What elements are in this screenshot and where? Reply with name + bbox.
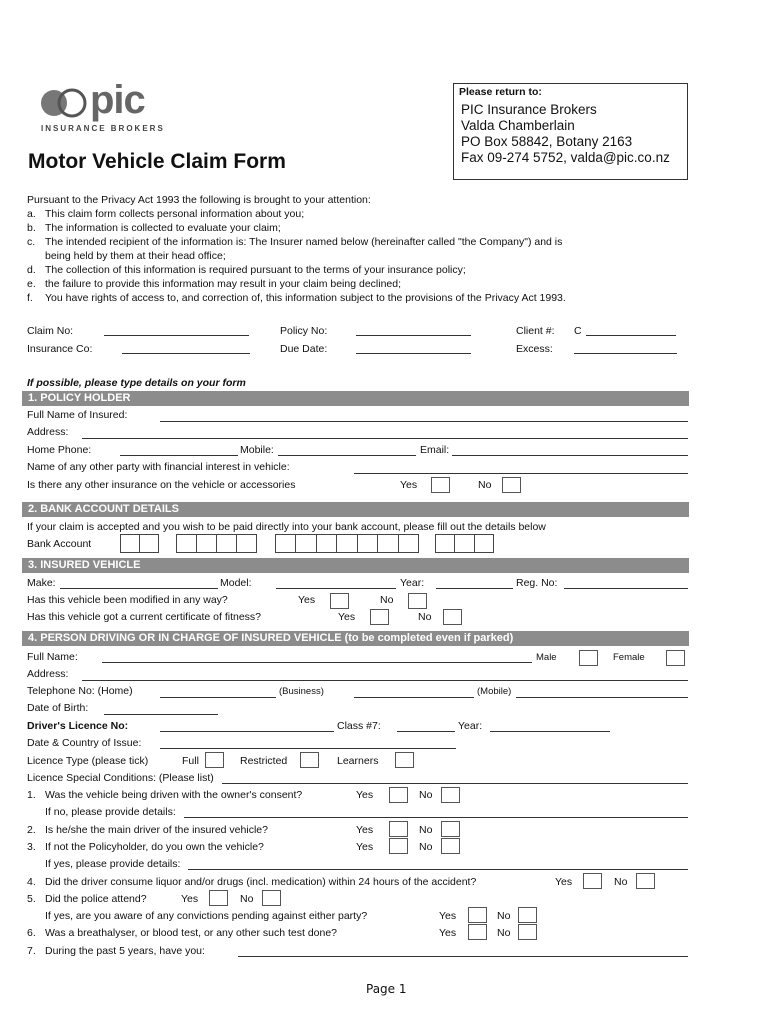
claim-no-label: Claim No: (27, 325, 74, 337)
dob-field[interactable] (104, 714, 218, 715)
privacy-item-label: c. (27, 236, 36, 248)
insurance-co-label: Insurance Co: (27, 343, 93, 355)
model-label: Model: (220, 577, 252, 589)
privacy-item-text: The information is collected to evaluate your claim; (45, 222, 281, 234)
special-conditions-label: Licence Special Conditions: (Please list) (27, 772, 214, 784)
no-label: No (380, 594, 394, 606)
q6-label: Was a breathalyser, or blood test, or any other such test done? (45, 927, 338, 939)
modified-no-checkbox[interactable] (408, 593, 427, 609)
driver-address-field[interactable] (82, 680, 688, 681)
no-label: No (419, 841, 433, 853)
make-field[interactable] (60, 588, 218, 589)
q2-no-checkbox[interactable] (441, 821, 460, 837)
yes-label: Yes (400, 479, 418, 491)
modified-label: Has this vehicle been modified in any way? (27, 594, 228, 606)
section-header-bank-account: 2. BANK ACCOUNT DETAILS (22, 502, 689, 517)
q2-yes-checkbox[interactable] (389, 821, 408, 837)
yes-label: Yes (555, 876, 573, 888)
pic-logo-rings-icon (38, 88, 92, 118)
modified-yes-checkbox[interactable] (330, 593, 349, 609)
privacy-item-label: a. (27, 208, 36, 220)
licence-type-label: Licence Type (please tick) (27, 755, 149, 767)
form-title: Motor Vehicle Claim Form (28, 150, 286, 173)
policy-no-label: Policy No: (280, 325, 328, 337)
make-label: Make: (27, 577, 56, 589)
due-date-field[interactable] (356, 353, 471, 354)
section-header-policy-holder: 1. POLICY HOLDER (22, 391, 689, 406)
other-party-field[interactable] (354, 473, 688, 474)
q2-label: Is he/she the main driver of the insured vehicle? (45, 824, 268, 836)
q1-details-field[interactable] (184, 817, 688, 818)
cof-no-checkbox[interactable] (443, 609, 462, 625)
no-label: No (497, 927, 511, 939)
other-insurance-label: Is there any other insurance on the vehicle or accessories (27, 479, 296, 491)
logo-wordmark: pic (90, 78, 145, 122)
q5-convictions-label: If yes, are you aware of any convictions pending against either party? (45, 910, 368, 922)
policy-no-field[interactable] (356, 335, 471, 336)
other-party-label: Name of any other party with financial interest in vehicle: (27, 461, 290, 473)
privacy-item-label: e. (27, 278, 36, 290)
female-label: Female (613, 652, 645, 663)
q5-yes-checkbox[interactable] (209, 890, 228, 906)
q7-label: During the past 5 years, have you: (45, 945, 205, 957)
tel-business-field[interactable] (354, 697, 474, 698)
bank-intro: If your claim is accepted and you wish to be paid directly into your bank account, please fill out the details below (27, 521, 546, 533)
due-date-label: Due Date: (280, 343, 328, 355)
other-insurance-yes-checkbox[interactable] (431, 477, 450, 493)
no-label: No (418, 611, 432, 623)
no-label: No (419, 824, 433, 836)
return-box (453, 83, 688, 180)
class-field[interactable] (397, 731, 455, 732)
q1-no-checkbox[interactable] (441, 787, 460, 803)
home-phone-field[interactable] (120, 455, 238, 456)
no-label: No (419, 789, 433, 801)
class-label: Class #7: (337, 720, 381, 732)
privacy-item-text: The collection of this information is required pursuant to the terms of your insurance policy; (45, 264, 466, 276)
mobile-field[interactable] (278, 455, 416, 456)
licence-year-field[interactable] (490, 731, 610, 732)
bank-account-label: Bank Account (27, 538, 92, 550)
year-field[interactable] (436, 588, 513, 589)
yes-label: Yes (439, 910, 457, 922)
yes-label: Yes (356, 841, 374, 853)
yes-label: Yes (338, 611, 356, 623)
section-header-driver: 4. PERSON DRIVING OR IN CHARGE OF INSURED VEHICLE (to be completed even if parked) (22, 631, 689, 646)
licence-no-label: Driver's Licence No: (27, 720, 129, 732)
q6-no-checkbox[interactable] (518, 924, 537, 940)
email-field[interactable] (452, 455, 688, 456)
q3-label: If not the Policyholder, do you own the vehicle? (45, 841, 264, 853)
excess-field[interactable] (574, 353, 677, 354)
licence-year-label: Year: (458, 720, 483, 732)
client-label: Client #: (516, 325, 555, 337)
no-label: No (614, 876, 628, 888)
yes-label: Yes (356, 789, 374, 801)
q3-details-field[interactable] (188, 869, 688, 870)
q3-details-label: If yes, please provide details: (45, 858, 181, 870)
tel-mobile-field[interactable] (516, 697, 688, 698)
driver-address-label: Address: (27, 668, 69, 680)
date-country-field[interactable] (160, 748, 456, 749)
logo-subtitle: INSURANCE BROKERS (41, 124, 165, 133)
address-label: Address: (27, 426, 69, 438)
privacy-item-text: being held by them at their head office; (45, 250, 226, 262)
home-phone-label: Home Phone: (27, 444, 92, 456)
date-country-label: Date & Country of Issue: (27, 737, 142, 749)
bank-account-grid[interactable] (120, 534, 500, 554)
tel-home-label: Telephone No: (Home) (27, 685, 133, 697)
restricted-licence-checkbox[interactable] (300, 752, 319, 768)
q4-yes-checkbox[interactable] (583, 873, 602, 889)
q6-yes-checkbox[interactable] (468, 924, 487, 940)
cof-label: Has this vehicle got a current certificate of fitness? (27, 611, 262, 623)
female-checkbox[interactable] (666, 650, 685, 666)
driver-full-name-field[interactable] (102, 662, 532, 663)
insurance-co-field[interactable] (122, 353, 250, 354)
page-number: Page 1 (366, 982, 407, 996)
privacy-item-label: b. (27, 222, 36, 234)
return-line: PIC Insurance Brokers (461, 102, 597, 117)
claim-no-field[interactable] (104, 335, 249, 336)
privacy-intro: Pursuant to the Privacy Act 1993 the following is brought to your attention: (27, 194, 371, 206)
reg-no-label: Reg. No: (516, 577, 558, 589)
restricted-label: Restricted (240, 755, 288, 767)
dob-label: Date of Birth: (27, 702, 89, 714)
address-field[interactable] (82, 438, 688, 439)
question-number: 2. (27, 824, 36, 836)
tel-mobile-label: (Mobile) (477, 686, 512, 697)
male-checkbox[interactable] (579, 650, 598, 666)
full-licence-label: Full (182, 755, 199, 767)
q1-label: Was the vehicle being driven with the owner's consent? (45, 789, 303, 801)
privacy-item-text: The intended recipient of the information is: The Insurer named below (hereinafter called "the Company") and is (45, 236, 563, 248)
privacy-item-text: the failure to provide this information may result in your claim being declined; (45, 278, 402, 290)
q1-yes-checkbox[interactable] (389, 787, 408, 803)
return-line: Valda Chamberlain (461, 118, 575, 133)
question-number: 5. (27, 893, 36, 905)
q4-label: Did the driver consume liquor and/or drugs (incl. medication) within 24 hours of the accident? (45, 876, 477, 888)
q3-yes-checkbox[interactable] (389, 838, 408, 854)
tel-home-field[interactable] (160, 697, 276, 698)
yes-label: Yes (298, 594, 316, 606)
no-label: No (497, 910, 511, 922)
q5-convictions-no-checkbox[interactable] (518, 907, 537, 923)
q3-no-checkbox[interactable] (441, 838, 460, 854)
question-number: 4. (27, 876, 36, 888)
driver-full-name-label: Full Name: (27, 651, 78, 663)
q1-details-label: If no, please provide details: (45, 806, 176, 818)
question-number: 7. (27, 945, 36, 957)
other-insurance-no-checkbox[interactable] (502, 477, 521, 493)
q4-no-checkbox[interactable] (636, 873, 655, 889)
reg-no-field[interactable] (564, 588, 688, 589)
special-conditions-field[interactable] (222, 783, 688, 784)
tel-business-label: (Business) (279, 686, 324, 697)
return-line: Fax 09-274 5752, valda@pic.co.nz (461, 150, 670, 165)
privacy-item-text: This claim form collects personal information about you; (45, 208, 305, 220)
privacy-item-label: d. (27, 264, 36, 276)
year-label: Year: (400, 577, 425, 589)
client-prefix: C (574, 325, 582, 337)
full-name-insured-label: Full Name of Insured: (27, 409, 128, 421)
q5-label: Did the police attend? (45, 893, 147, 905)
yes-label: Yes (356, 824, 374, 836)
return-line: PO Box 58842, Botany 2163 (461, 134, 633, 149)
client-field[interactable] (586, 335, 676, 336)
logo (38, 78, 168, 136)
section-header-insured-vehicle: 3. INSURED VEHICLE (22, 558, 689, 573)
mobile-label: Mobile: (240, 444, 274, 456)
full-licence-checkbox[interactable] (205, 752, 224, 768)
yes-label: Yes (439, 927, 457, 939)
email-label: Email: (420, 444, 450, 456)
q7-field[interactable] (238, 956, 688, 957)
q5-convictions-yes-checkbox[interactable] (468, 907, 487, 923)
excess-label: Excess: (516, 343, 553, 355)
privacy-item-label: f. (27, 292, 33, 304)
no-label: No (478, 479, 492, 491)
licence-no-field[interactable] (160, 731, 334, 732)
full-name-insured-field[interactable] (160, 421, 688, 422)
q5-no-checkbox[interactable] (262, 890, 281, 906)
male-label: Male (536, 652, 557, 663)
yes-label: Yes (181, 893, 199, 905)
learners-label: Learners (337, 755, 379, 767)
type-note: If possible, please type details on your form (27, 377, 246, 389)
cof-yes-checkbox[interactable] (370, 609, 389, 625)
learners-licence-checkbox[interactable] (395, 752, 414, 768)
return-label: Please return to: (459, 86, 542, 98)
question-number: 3. (27, 841, 36, 853)
question-number: 6. (27, 927, 36, 939)
no-label: No (240, 893, 254, 905)
question-number: 1. (27, 789, 36, 801)
model-field[interactable] (276, 588, 396, 589)
privacy-item-text: You have rights of access to, and correction of, this information subject to the provisions of the Privacy Act 1993. (45, 292, 566, 304)
